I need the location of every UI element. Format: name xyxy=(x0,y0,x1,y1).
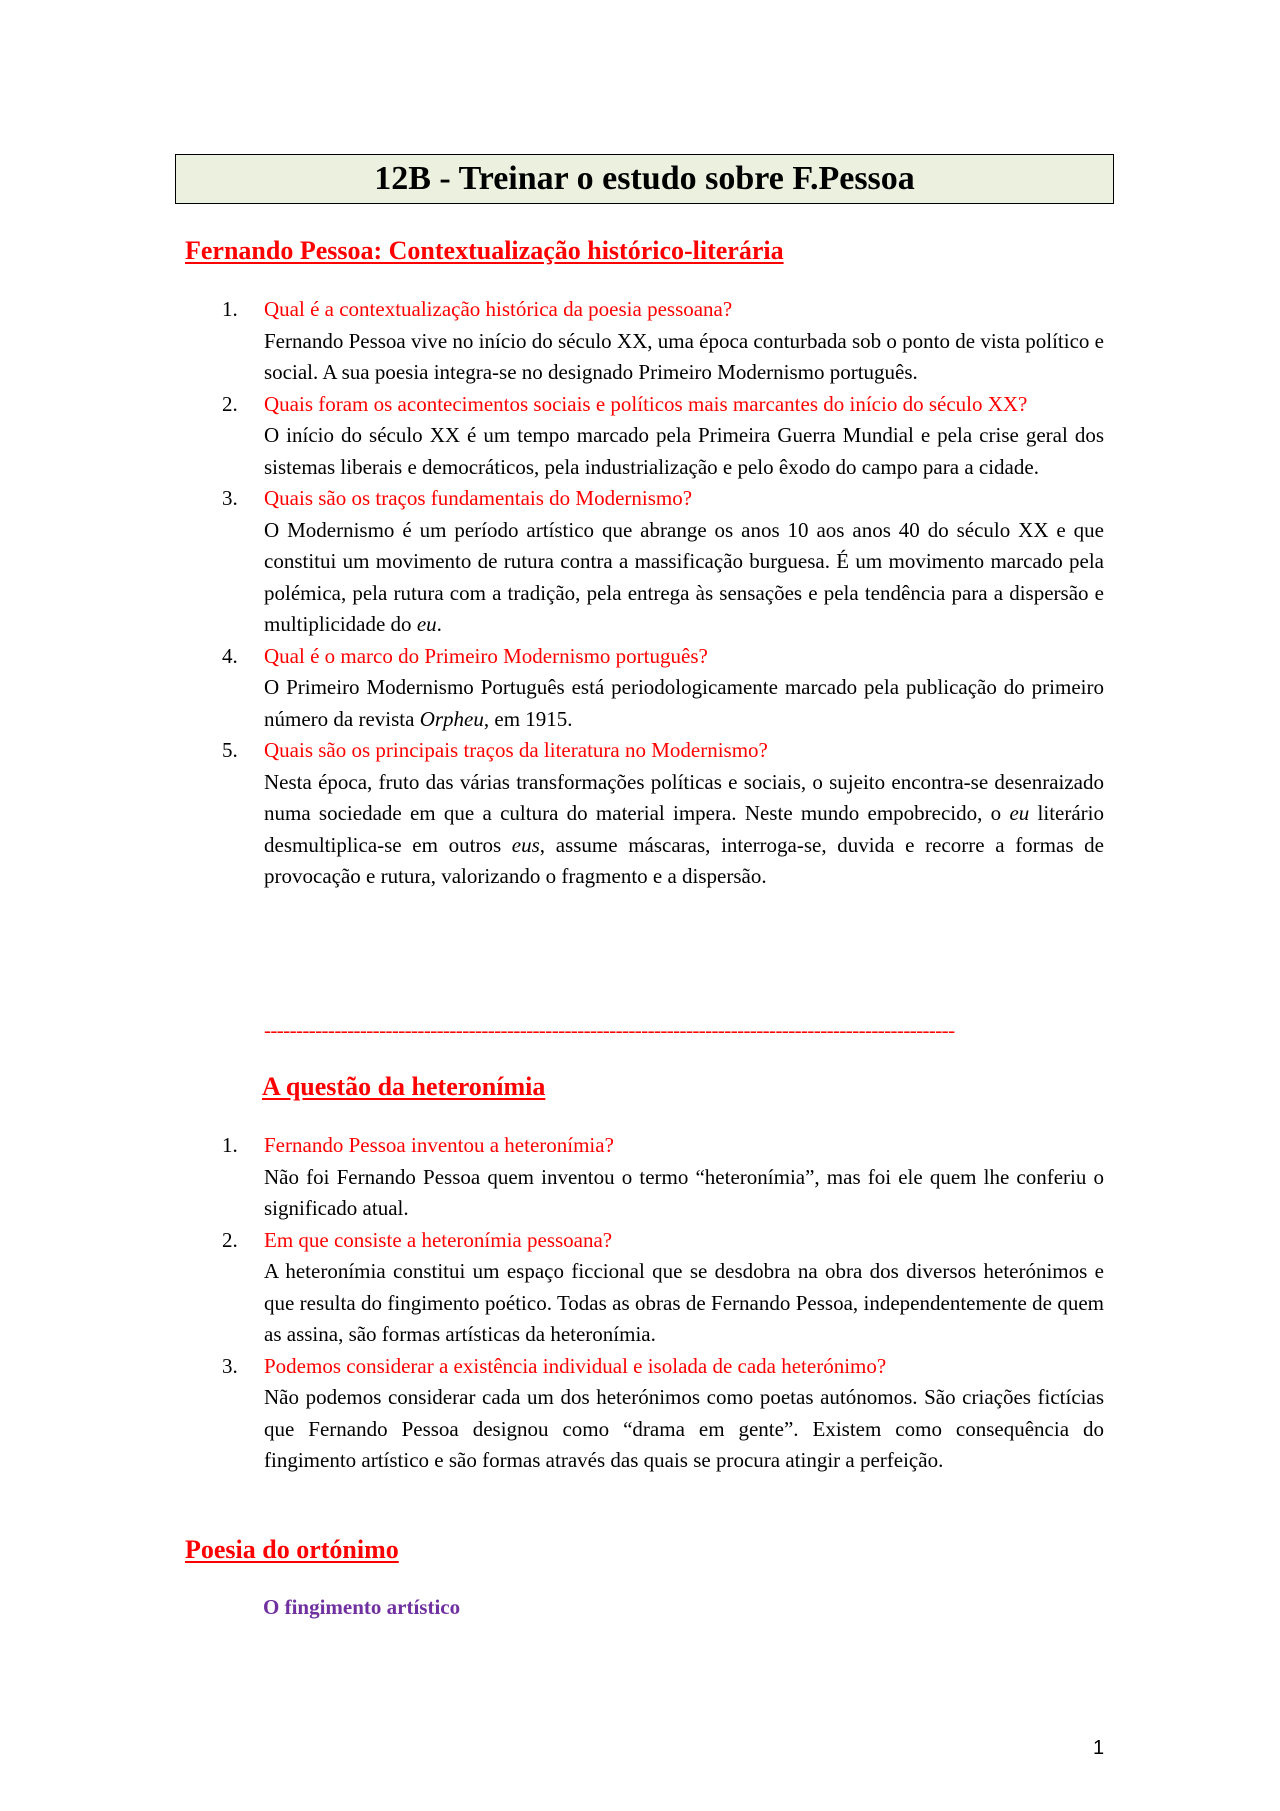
item-number: 2. xyxy=(222,391,238,416)
list-item xyxy=(222,641,1104,736)
answer-text: O Primeiro Modernismo Português está periodologicamente marcado pela publicação do primeiro número da revista Orpheu, em 1915. xyxy=(264,675,1104,731)
item-number: 3. xyxy=(222,1353,238,1378)
list-item xyxy=(222,1130,1104,1225)
document-title: 12B - Treinar o estudo sobre F.Pessoa xyxy=(175,154,1114,204)
section-heading-orthonym: Poesia do ortónimo xyxy=(185,1535,399,1564)
list-item xyxy=(222,735,1104,893)
item-number: 1. xyxy=(222,297,238,321)
question-text: Quais são os principais traços da literatura no Modernismo? xyxy=(264,738,768,762)
answer-text: Nesta época, fruto das várias transformações políticas e sociais, o sujeito encontra-se desenraizado numa sociedade em que a cultura do material impera. Neste mundo empobrecido, o eu literário desmultiplica-se em outros eus, assume máscaras, interroga-se, duvida e recorre a formas de provocação e rutura, valorizando o fragmento e a dispersão. xyxy=(264,769,1105,888)
answer-text: A heteronímia constitui um espaço ficcional que se desdobra na obra dos diversos heterónimos e que resulta do fingimento poético. Todas as obras de Fernando Pessoa, independentemente de quem as assina, são formas artísticas da heteronímia. xyxy=(264,1259,1104,1346)
question-text: Em que consiste a heteronímia pessoana? xyxy=(264,1227,613,1252)
question-text: Quais são os traços fundamentais do Modernismo? xyxy=(264,486,693,510)
heteronymy-question-list xyxy=(222,1130,1104,1477)
item-number: 3. xyxy=(222,486,238,510)
item-number: 4. xyxy=(222,643,238,668)
answer-text: Não foi Fernando Pessoa quem inventou o termo “heteronímia”, mas foi ele quem lhe conferiu o significado atual. xyxy=(264,1164,1104,1220)
answer-text: Fernando Pessoa vive no início do século XX, uma época conturbada sob o ponto de vista político e social. A sua poesia integra-se no designado Primeiro Modernismo português. xyxy=(264,328,1104,384)
separator-line: ------------------------------------------------------------------------------------------------------------ xyxy=(264,1018,955,1042)
section-heading-heteronymy: A questão da heteronímia xyxy=(262,1072,546,1101)
list-item xyxy=(222,1225,1104,1351)
subheading-artistic-feigning: O fingimento artístico xyxy=(263,1595,461,1619)
list-item xyxy=(222,1351,1104,1477)
question-text: Quais foram os acontecimentos sociais e políticos mais marcantes do início do século XX? xyxy=(264,391,1028,416)
question-text: Qual é o marco do Primeiro Modernismo português? xyxy=(264,643,708,668)
question-text: Fernando Pessoa inventou a heteronímia? xyxy=(264,1133,614,1157)
answer-text: O início do século XX é um tempo marcado pela Primeira Guerra Mundial e pela crise geral dos sistemas liberais e democráticos, pela industrialização e pelo êxodo do campo para a cidade. xyxy=(264,423,1104,479)
list-item xyxy=(222,483,1104,641)
item-number: 1. xyxy=(222,1133,238,1157)
context-question-list xyxy=(222,294,1104,893)
answer-text: O Modernismo é um período artístico que abrange os anos 10 aos anos 40 do século XX e que constitui um movimento de rutura contra a massificação burguesa. É um movimento marcado pela polémica, pela rutura com a tradição, pela entrega às sensações e pela tendência para a dispersão e multiplicidade do eu. xyxy=(264,517,1104,636)
question-text: Qual é a contextualização histórica da poesia pessoana? xyxy=(264,297,733,321)
section-heading-context: Fernando Pessoa: Contextualização histórico-literária xyxy=(185,236,784,265)
item-number: 5. xyxy=(222,738,238,762)
page-number: 1 xyxy=(1093,1737,1105,1759)
answer-text: Não podemos considerar cada um dos heterónimos como poetas autónomos. São criações fictícias que Fernando Pessoa designou como “drama em gente”. Existem como consequência do fingimento artístico e são formas através das quais se procura atingir a perfeição. xyxy=(264,1385,1104,1472)
question-text: Podemos considerar a existência individual e isolada de cada heterónimo? xyxy=(264,1353,887,1378)
list-item xyxy=(222,389,1104,484)
item-number: 2. xyxy=(222,1227,238,1252)
list-item xyxy=(222,294,1104,389)
